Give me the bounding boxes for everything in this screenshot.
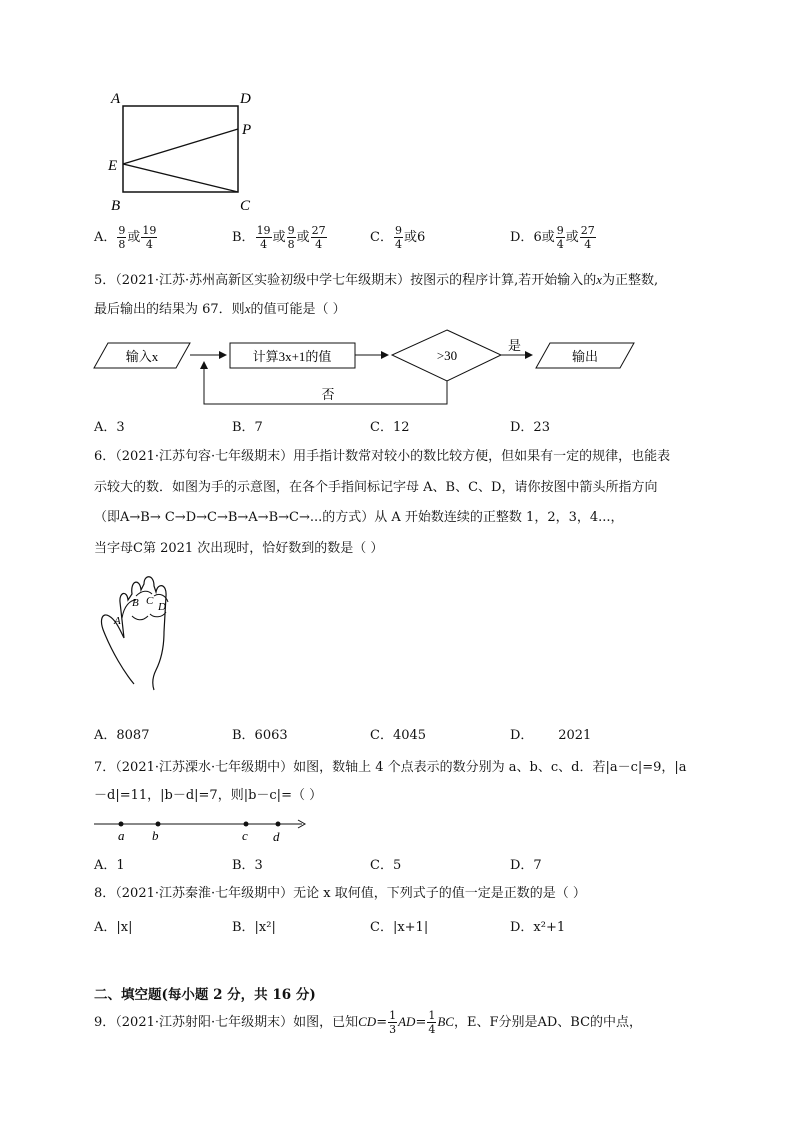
section-title: 二、填空题(每小题 2 分，共 16 分) [94, 987, 316, 1003]
q6-line-3: （即A→B→ C→D→C→B→A→B→C→...的方式）从 A 开始数连续的正整数 1，2，3，4...， [94, 510, 624, 525]
compute-label: 计算3x+1的值 [252, 349, 332, 364]
q6-option-d[interactable]: D． 2021 [510, 728, 592, 743]
point-b-label: b [152, 828, 159, 843]
hand-label-b: B [132, 597, 139, 609]
q5-line-1: 5．（2021·江苏·苏州高新区实验初级中学七年级期末）按图示的程序计算,若开始输入的x为正整数, [94, 272, 659, 288]
q5-line-2: 最后输出的结果为 67．则x的值可能是（ ） [94, 301, 346, 317]
q6-line-4: 当字母C第 2021 次出现时，恰好数到的数是（ ） [94, 540, 384, 556]
arrow-c-b-back [132, 616, 148, 620]
q5-option-d[interactable]: D．23 [510, 420, 550, 435]
q6-option-b[interactable]: B．6063 [232, 728, 288, 743]
segment-ec [123, 164, 238, 192]
q6-line-1: 6．（2021·江苏句容·七年级期末）用手指计数常对较小的数比较方便，但如果有一定的规律，也能表 [94, 449, 671, 464]
q6-option-c[interactable]: C．4045 [370, 728, 427, 743]
hand-label-c: C [146, 595, 154, 607]
q6-stem [94, 442, 706, 564]
hand-label-a: A [114, 615, 121, 627]
q7-line-2: －d|=11，|b－d|=7，则|b－c|=（ ） [94, 788, 323, 803]
q6-line-2: 示较大的数．如图为手的示意图，在各个手指间标记字母 A、B、C、D，请你按图中箭头所指方向 [94, 479, 658, 495]
q4-option-b[interactable]: B． $\frac{19}{4}$ 或 $\frac{9}{8}$ 或 $\frac{27}{4}$ [232, 224, 326, 251]
q8-option-a[interactable]: A．|x| [94, 920, 133, 935]
label-e: E [108, 158, 118, 174]
q7-option-d[interactable]: D．7 [510, 858, 542, 873]
condition-label: >30 [436, 348, 458, 363]
rectangle-figure [100, 84, 270, 216]
q4-option-d[interactable]: D．6或 $\frac{9}{4}$ 或 $\frac{27}{4}$ [510, 224, 595, 251]
q4-option-a[interactable]: A． $\frac{9}{8}$ 或 $\frac{19}{4}$ [94, 224, 157, 251]
point-a-label: a [118, 828, 125, 843]
q5-stem [94, 266, 706, 324]
number-line [92, 814, 312, 844]
input-label: 输入x [125, 349, 159, 364]
q5-option-c[interactable]: C．12 [370, 420, 410, 435]
q7-option-b[interactable]: B．3 [232, 858, 263, 873]
label-a: A [111, 91, 121, 107]
hand-figure [94, 572, 190, 692]
point-d-label: d [273, 829, 280, 844]
point-d [276, 822, 281, 827]
q8-option-d[interactable]: D．x²+1 [510, 920, 566, 935]
q8-option-c[interactable]: C．|x+1| [370, 920, 429, 935]
flowchart [90, 328, 650, 410]
point-b [156, 822, 161, 827]
point-c [244, 822, 249, 827]
segment-ep [123, 129, 238, 164]
q5-option-b[interactable]: B．7 [232, 420, 263, 435]
q7-stem [94, 754, 706, 810]
q6-option-a[interactable]: A．8087 [94, 728, 150, 743]
label-p: P [242, 122, 252, 138]
q8-line-1: 8．（2021·江苏秦淮·七年级期中）无论 x 取何值，下列式子的值一定是正数的是（ ） [94, 886, 586, 901]
hand-outline [102, 577, 167, 690]
label-d: D [240, 91, 251, 107]
q9-line-1: 9．（2021·江苏射阳·七年级期末）如图，已知CD= $\frac{1}{3}$ AD= $\frac{1}{4}$ BC，E、F分别是AD、BC的中点， [94, 1009, 643, 1036]
label-c: C [240, 198, 251, 214]
q7-line-1: 7．（2021·江苏溧水·七年级期中）如图，数轴上 4 个点表示的数分别为 a、b、c、d．若|a－c|=9，|a [94, 760, 687, 775]
point-a [119, 822, 124, 827]
no-label: 否 [321, 387, 335, 402]
q7-option-c[interactable]: C．5 [370, 858, 402, 873]
q7-option-a[interactable]: A．1 [94, 858, 125, 873]
q8-option-b[interactable]: B．|x²| [232, 920, 276, 935]
q8-stem [94, 880, 706, 908]
yes-label: 是 [508, 338, 522, 353]
q4-option-c[interactable]: C． $\frac{9}{4}$ 或6 [370, 224, 426, 251]
hand-label-d: D [158, 601, 166, 613]
output-label: 输出 [571, 349, 599, 364]
point-c-label: c [242, 828, 248, 843]
label-b: B [111, 198, 121, 214]
rectangle-abcd [123, 106, 238, 192]
q5-option-a[interactable]: A．3 [94, 420, 125, 435]
